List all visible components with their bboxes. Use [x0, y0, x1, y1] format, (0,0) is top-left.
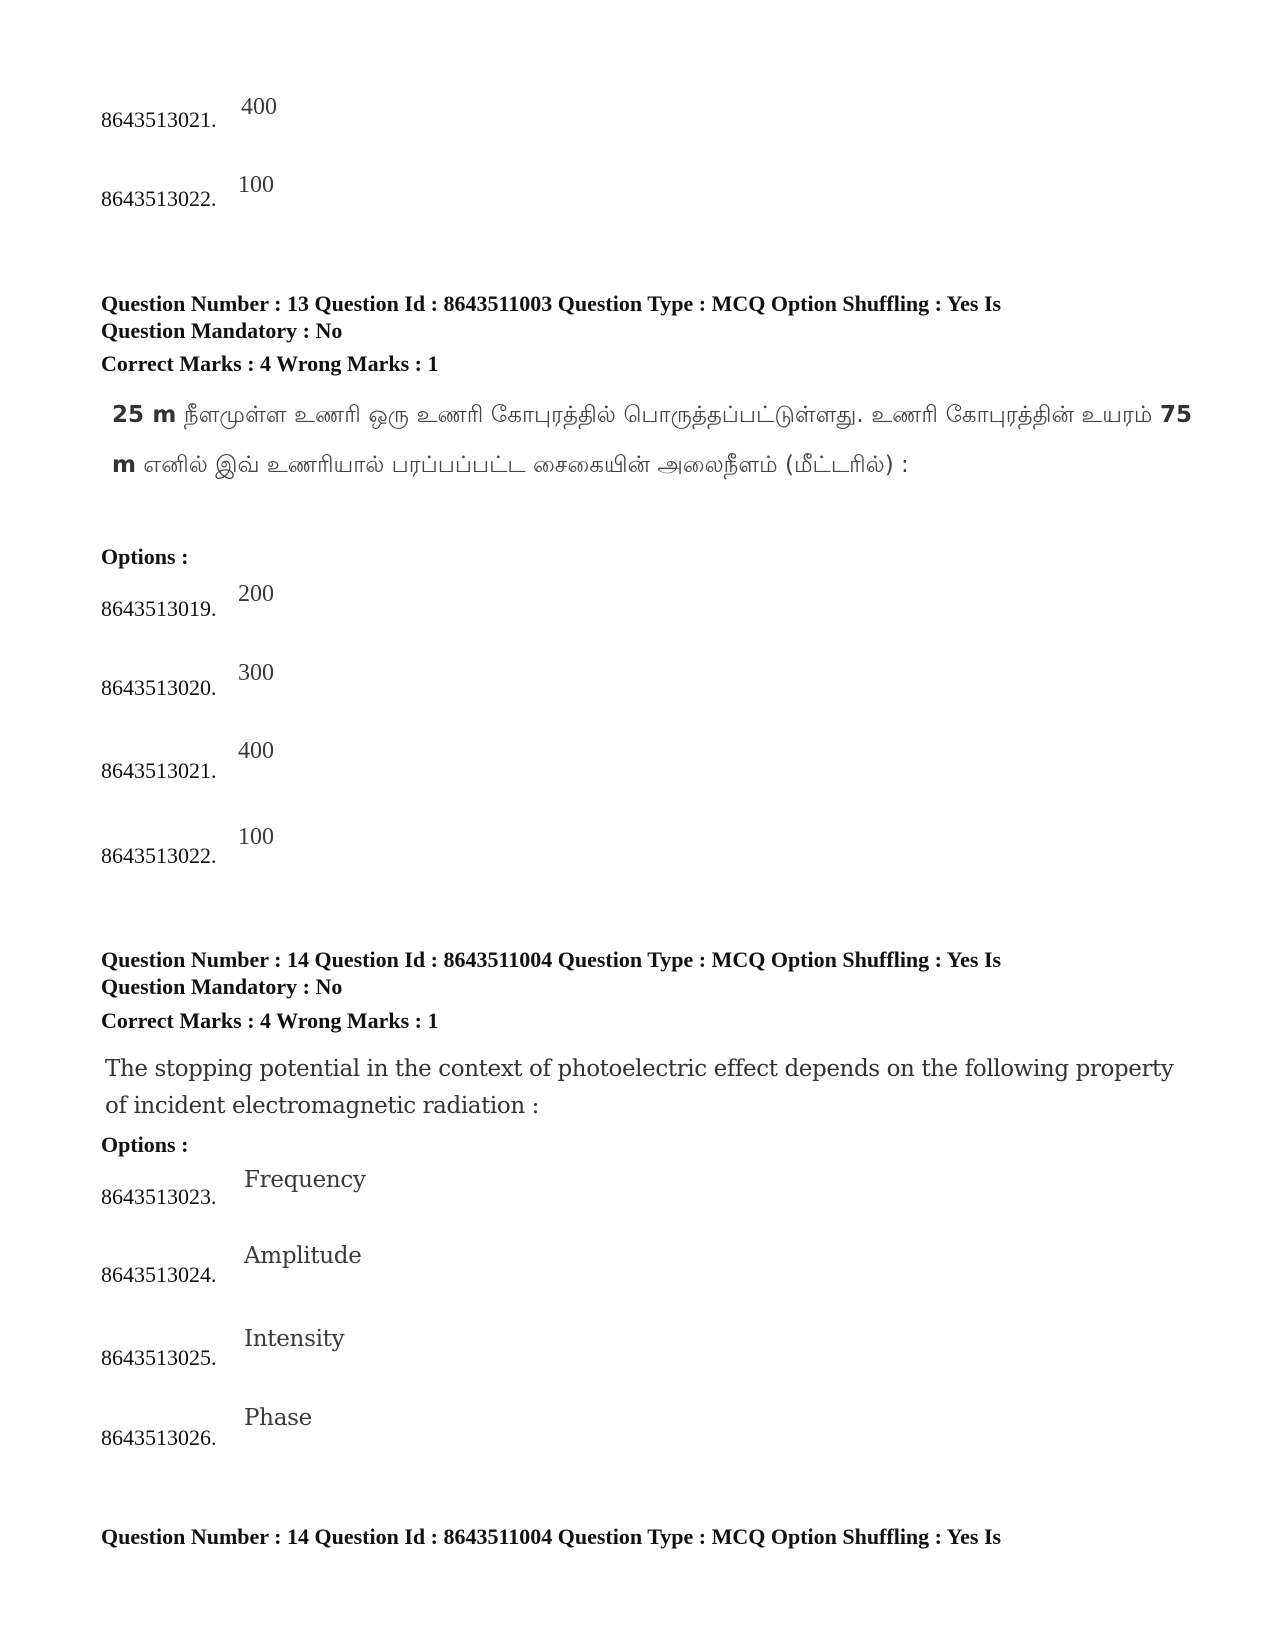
- question-meta-line2: Question Mandatory : No: [101, 974, 343, 999]
- option-id: 8643513022.: [101, 186, 217, 211]
- question-text-bold: 25 m: [112, 402, 177, 428]
- question-marks: Correct Marks : 4 Wrong Marks : 1: [101, 1008, 439, 1033]
- option-value: 100: [238, 824, 274, 850]
- question-text-segment: எனில் இவ் உணரியால் பரப்பப்பட்ட சைகையின் அலைநீளம் (மீட்டரில்) :: [135, 452, 909, 478]
- option-id: 8643513026.: [101, 1425, 217, 1450]
- option-id: 8643513021.: [101, 758, 217, 783]
- option-id: 8643513020.: [101, 675, 217, 700]
- option-value: Frequency: [244, 1167, 366, 1193]
- option-id: 8643513025.: [101, 1345, 217, 1370]
- question-text-bold: 75 m: [112, 402, 1192, 478]
- option-value: 400: [241, 94, 277, 120]
- option-id: 8643513023.: [101, 1184, 217, 1209]
- option-value: 400: [238, 738, 274, 764]
- question-text: The stopping potential in the context of photoelectric effect depends on the following property of incident electromagnetic radiation :: [105, 1056, 1174, 1119]
- question-meta: [101, 290, 1161, 344]
- question-text: [112, 390, 1192, 490]
- question-meta-line1: Question Number : 14 Question Id : 8643511004 Question Type : MCQ Option Shuffling : Yes Is: [101, 947, 1002, 972]
- option-value: 300: [238, 660, 274, 686]
- question-meta-line2: Question Mandatory : No: [101, 318, 343, 343]
- option-id: 8643513022.: [101, 843, 217, 868]
- options-label: Options :: [101, 1132, 189, 1157]
- question-meta-line1: Question Number : 13 Question Id : 8643511003 Question Type : MCQ Option Shuffling : Yes Is: [101, 291, 1002, 316]
- options-label: Options :: [101, 544, 189, 569]
- option-value: Amplitude: [244, 1243, 362, 1269]
- option-id: 8643513024.: [101, 1262, 217, 1287]
- question-meta-line1: Question Number : 14 Question Id : 8643511004 Question Type : MCQ Option Shuffling : Yes Is: [101, 1524, 1002, 1549]
- option-id: 8643513019.: [101, 596, 217, 621]
- question-text-segment: நீளமுள்ள உணரி ஒரு உணரி கோபுரத்தில் பொருத்தப்பட்டுள்ளது. உணரி கோபுரத்தின் உயரம்: [176, 402, 1160, 428]
- option-value: 200: [238, 581, 274, 607]
- question-meta: [101, 946, 1161, 1000]
- option-value: Phase: [244, 1405, 312, 1431]
- option-value: Intensity: [244, 1326, 345, 1352]
- question-marks: Correct Marks : 4 Wrong Marks : 1: [101, 351, 439, 376]
- option-id: 8643513021.: [101, 107, 217, 132]
- option-value: 100: [238, 172, 274, 198]
